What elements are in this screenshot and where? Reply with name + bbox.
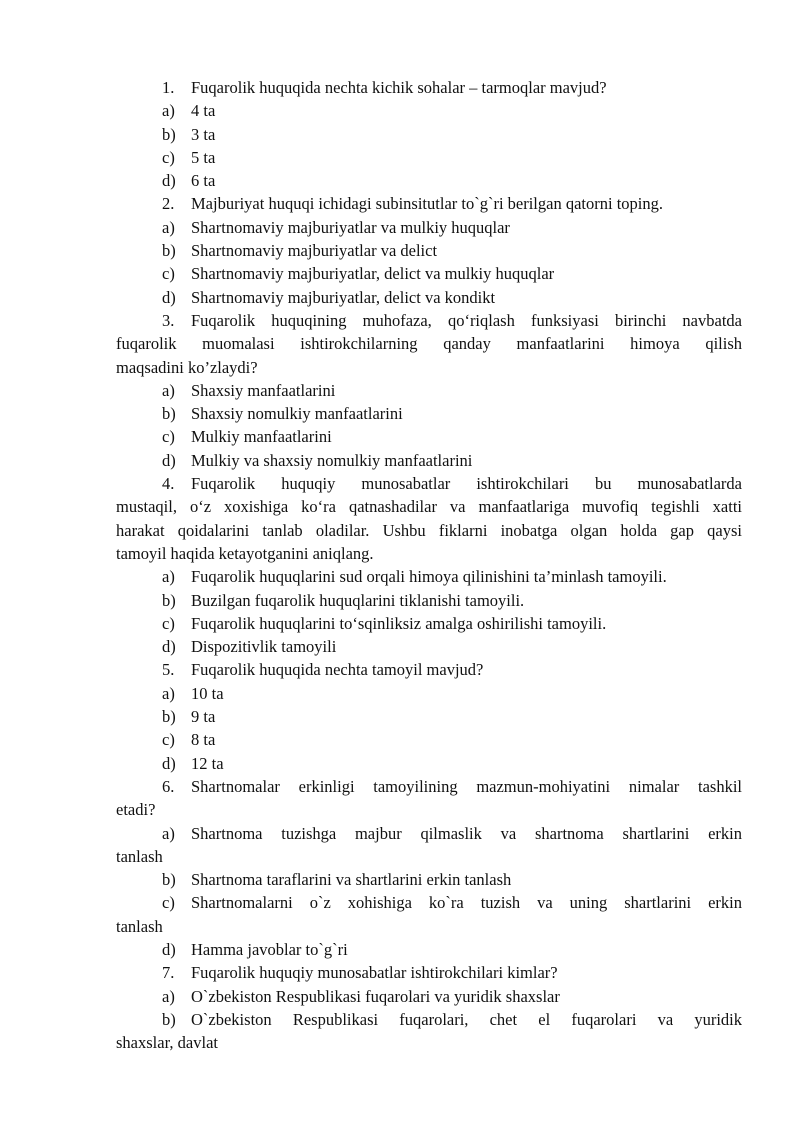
option-text-line: Shartnoma tuzishga majbur qilmaslik va shartnoma shartlarini erkin: [191, 823, 742, 843]
option-label: b): [162, 707, 176, 727]
question-number: 5.: [162, 660, 175, 680]
question-number: 7.: [162, 963, 175, 983]
option-text: Fuqarolik huquqlarini to‘sqinliksiz amalga oshirilishi tamoyili.: [191, 613, 607, 633]
option-text-continuation: shaxslar, davlat: [116, 1033, 218, 1053]
option-text: 9 ta: [191, 707, 216, 727]
answer-option: [116, 449, 742, 472]
option-label: a): [162, 101, 175, 121]
option-label: b): [162, 590, 176, 610]
answer-option: [116, 728, 742, 751]
answer-option: [116, 99, 742, 122]
option-text: Shaxsiy manfaatlarini: [191, 380, 336, 400]
answer-option: [116, 985, 742, 1008]
option-label: c): [162, 264, 175, 284]
option-text: Mulkiy manfaatlarini: [191, 427, 332, 447]
answer-option: [116, 891, 742, 914]
option-label: d): [162, 939, 176, 959]
option-label: d): [162, 287, 176, 307]
option-text: Buzilgan fuqarolik huquqlarini tiklanishi tamoyili.: [191, 590, 525, 610]
option-text-line: Shartnomalarni o`z xohishiga ko`ra tuzish va uning shartlarini erkin: [191, 893, 742, 913]
option-label: a): [162, 380, 175, 400]
option-label: d): [162, 171, 176, 191]
option-text: Dispozitivlik tamoyili: [191, 637, 337, 657]
answer-option: [116, 752, 742, 775]
option-text: 12 ta: [191, 753, 224, 773]
option-text-continuation: tanlash: [116, 916, 163, 936]
option-label: b): [162, 241, 176, 261]
question-text-continuation: harakat qoidalarini tanlab oladilar. Ushbu fiklarni inobatga olgan holda gap qaysi: [116, 520, 742, 540]
answer-option: [116, 635, 742, 658]
answer-option: [116, 216, 742, 239]
question-text: Majburiyat huquqi ichidagi subinsitutlar to`g`ri berilgan qatorni toping.: [191, 194, 663, 214]
option-label: a): [162, 823, 175, 843]
question-text-continuation: maqsadini ko’zlaydi?: [116, 357, 258, 377]
option-text: Hamma javoblar to`g`ri: [191, 939, 348, 959]
question-number: 1.: [162, 78, 175, 97]
question-6: [116, 775, 742, 798]
option-label: c): [162, 427, 175, 447]
answer-option: [116, 938, 742, 961]
answer-option: [116, 239, 742, 262]
option-text: 8 ta: [191, 730, 216, 750]
answer-option: [116, 682, 742, 705]
question-5: [116, 658, 742, 681]
answer-option: [116, 286, 742, 309]
option-label: c): [162, 730, 175, 750]
answer-option: [116, 402, 742, 425]
option-text: Fuqarolik huquqlarini sud orqali himoya qilinishini ta’minlash tamoyili.: [191, 567, 667, 587]
option-text: 3 ta: [191, 124, 216, 144]
question-text-continuation: etadi?: [116, 800, 156, 820]
option-label: a): [162, 683, 175, 703]
question-3: [116, 309, 742, 332]
option-label: b): [162, 124, 176, 144]
option-text: 5 ta: [191, 147, 216, 167]
question-text-continuation: fuqarolik muomalasi ishtirokchilarning qanday manfaatlarini himoya qilish: [116, 334, 742, 354]
option-label: b): [162, 870, 176, 890]
option-label: a): [162, 986, 175, 1006]
option-label: c): [162, 893, 175, 913]
answer-option: [116, 589, 742, 612]
answer-option: [116, 565, 742, 588]
option-label: b): [162, 404, 176, 424]
question-text: Fuqarolik huquqida nechta kichik sohalar – tarmoqlar mavjud?: [191, 78, 607, 97]
answer-option: [116, 123, 742, 146]
answer-option: [116, 1008, 742, 1031]
option-label: d): [162, 753, 176, 773]
question-list: [116, 76, 742, 1054]
answer-option: [116, 379, 742, 402]
question-text-line: Shartnomalar erkinligi tamoyilining mazmun-mohiyatini nimalar tashkil: [191, 776, 742, 796]
option-text: Mulkiy va shaxsiy nomulkiy manfaatlarini: [191, 450, 473, 470]
option-text: Shartnomaviy majburiyatlar va mulkiy huquqlar: [191, 217, 510, 237]
option-text: Shaxsiy nomulkiy manfaatlarini: [191, 404, 403, 424]
question-7: [116, 961, 742, 984]
option-label: a): [162, 217, 175, 237]
question-text-line: Fuqarolik huquqiy munosabatlar ishtirokchilari bu munosabatlarda: [191, 474, 742, 494]
option-text-line: O`zbekiston Respublikasi fuqarolari, chet el fuqarolari va yuridik: [191, 1009, 742, 1029]
answer-option: [116, 146, 742, 169]
question-number: 4.: [162, 474, 175, 494]
question-4: [116, 472, 742, 495]
answer-option: [116, 169, 742, 192]
option-text: 6 ta: [191, 171, 216, 191]
option-text: Shartnomaviy majburiyatlar va delict: [191, 241, 438, 261]
question-text-continuation: mustaqil, o‘z xoxishiga ko‘ra qatnashadilar va manfaatlariga muvofiq tegishli xatti: [116, 497, 742, 517]
option-text-continuation: tanlash: [116, 846, 163, 866]
question-number: 6.: [162, 776, 175, 796]
question-2: [116, 192, 742, 215]
answer-option: [116, 705, 742, 728]
answer-option: [116, 612, 742, 635]
option-text: Shartnomaviy majburiyatlar, delict va mulkiy huquqlar: [191, 264, 555, 284]
option-text: Shartnoma taraflarini va shartlarini erkin tanlash: [191, 870, 512, 890]
option-label: c): [162, 613, 175, 633]
question-number: 3.: [162, 310, 175, 330]
question-text: Fuqarolik huquqiy munosabatlar ishtirokchilari kimlar?: [191, 963, 558, 983]
option-text: Shartnomaviy majburiyatlar, delict va kondikt: [191, 287, 496, 307]
option-text: 4 ta: [191, 101, 216, 121]
answer-option: [116, 262, 742, 285]
question-text-line: Fuqarolik huquqining muhofaza, qo‘riqlash funksiyasi birinchi navbatda: [191, 310, 742, 330]
option-label: c): [162, 147, 175, 167]
question-text: Fuqarolik huquqida nechta tamoyil mavjud?: [191, 660, 484, 680]
answer-option: [116, 868, 742, 891]
option-text: 10 ta: [191, 683, 224, 703]
answer-option: [116, 822, 742, 845]
option-label: b): [162, 1009, 176, 1029]
option-label: d): [162, 637, 176, 657]
question-1: [116, 76, 742, 99]
answer-option: [116, 425, 742, 448]
option-text: O`zbekiston Respublikasi fuqarolari va yuridik shaxslar: [191, 986, 560, 1006]
question-text-continuation: tamoyil haqida ketayotganini aniqlang.: [116, 543, 374, 563]
option-label: a): [162, 567, 175, 587]
option-label: d): [162, 450, 176, 470]
question-number: 2.: [162, 194, 175, 214]
